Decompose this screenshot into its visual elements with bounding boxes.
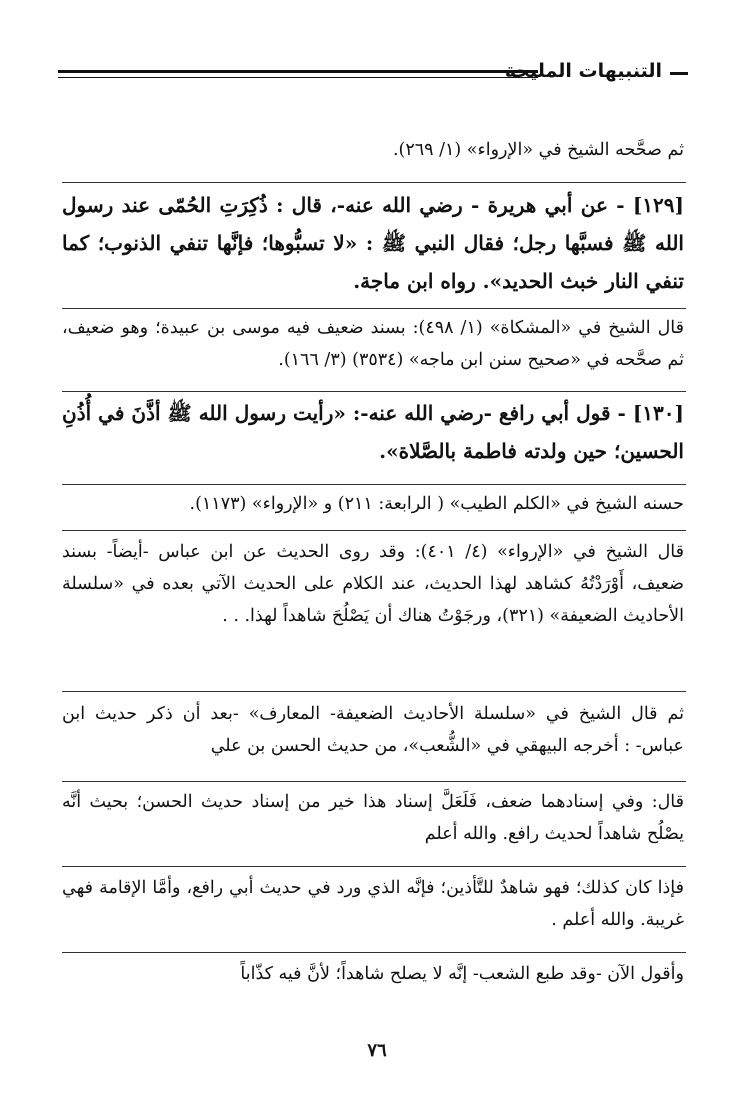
paragraph: فإذا كان كذلك؛ فهو شاهدٌ للتَّأذين؛ فإنَّه الذي ورد في حديث أبي رافع، وأمَّا الإقامة فهي غريبة. والله أعلم . <box>62 878 684 930</box>
paragraph: ثم صحَّحه الشيخ في «الإرواء» (١/ ٢٦٩). <box>392 140 684 160</box>
divider <box>62 952 686 953</box>
paragraph: وأقول الآن -وقد طبع الشعب- إنَّه لا يصلح شاهداً؛ لأنَّ فيه كذّاباً <box>240 964 684 984</box>
hadith-129: [١٢٩] - عن أبي هريرة - رضي الله عنه-، قال : ذُكِرَتِ الحُمّى عند رسول الله ﷺ فسبَّها رجل؛ فقال النبي ﷺ : «لا تسبُّوها؛ فإنَّها تنفي الذنوب؛ كما تنفي النار خبث الحديد». رواه ابن ماجة. <box>62 193 684 293</box>
divider <box>62 484 686 485</box>
page-number: ٧٦ <box>367 1040 387 1061</box>
paragraph: ثم قال الشيخ في «سلسلة الأحاديث الضعيفة- المعارف» -بعد أن ذكر حديث ابن عباس- : أخرجه البيهقي في «الشُّعب»، من حديث الحسن بن علي <box>62 704 684 756</box>
divider <box>62 781 686 782</box>
header-rule-thin <box>58 77 538 78</box>
divider <box>62 391 686 392</box>
divider <box>62 866 686 867</box>
divider <box>62 691 686 692</box>
header-title: التنبيهات المليحة <box>504 60 662 82</box>
divider <box>62 308 686 309</box>
hadith-130: [١٣٠] - قول أبي رافع -رضي الله عنه-: «رأيت رسول الله ﷺ أذَّنَ في أُذُنِ الحسين؛ حين ولدته فاطمة بالصَّلاة». <box>62 401 684 463</box>
paragraph: قال الشيخ في «المشكاة» (١/ ٤٩٨): بسند ضعيف فيه موسى بن عبيدة؛ وهو ضعيف، ثم صحَّحه في «صحيح سنن ابن ماجه» (٣٥٣٤) (٣/ ١٦٦). <box>62 318 684 370</box>
paragraph: قال: وفي إسنادهما ضعف، فَلَعَلَّ إسناد هذا خير من إسناد حديث الحسن؛ بحيث أنَّه يصْلُح شاهداً لحديث رافع. والله أعلم <box>62 792 684 844</box>
header-dash <box>670 72 688 75</box>
paragraph: قال الشيخ في «الإرواء» (٤/ ٤٠١): وقد روى الحديث عن ابن عباس -أيضاً- بسند ضعيف، أَوْرَدْتُهُ كشاهد لهذا الحديث، عند الكلام على الحديث الآتي بعده في «سلسلة الأحاديث الضعيفة» (٣٢١)، ورجَوْتُ هناك أن يَصْلُحَ شاهداً لهذا. . . <box>62 542 685 626</box>
divider <box>62 530 686 531</box>
header-rule-thick <box>58 70 538 73</box>
divider <box>62 182 686 183</box>
paragraph: حسنه الشيخ في «الكلم الطيب» ( الرابعة: ٢١١) و «الإرواء» (١١٧٣). <box>189 494 684 514</box>
running-header <box>58 58 688 88</box>
